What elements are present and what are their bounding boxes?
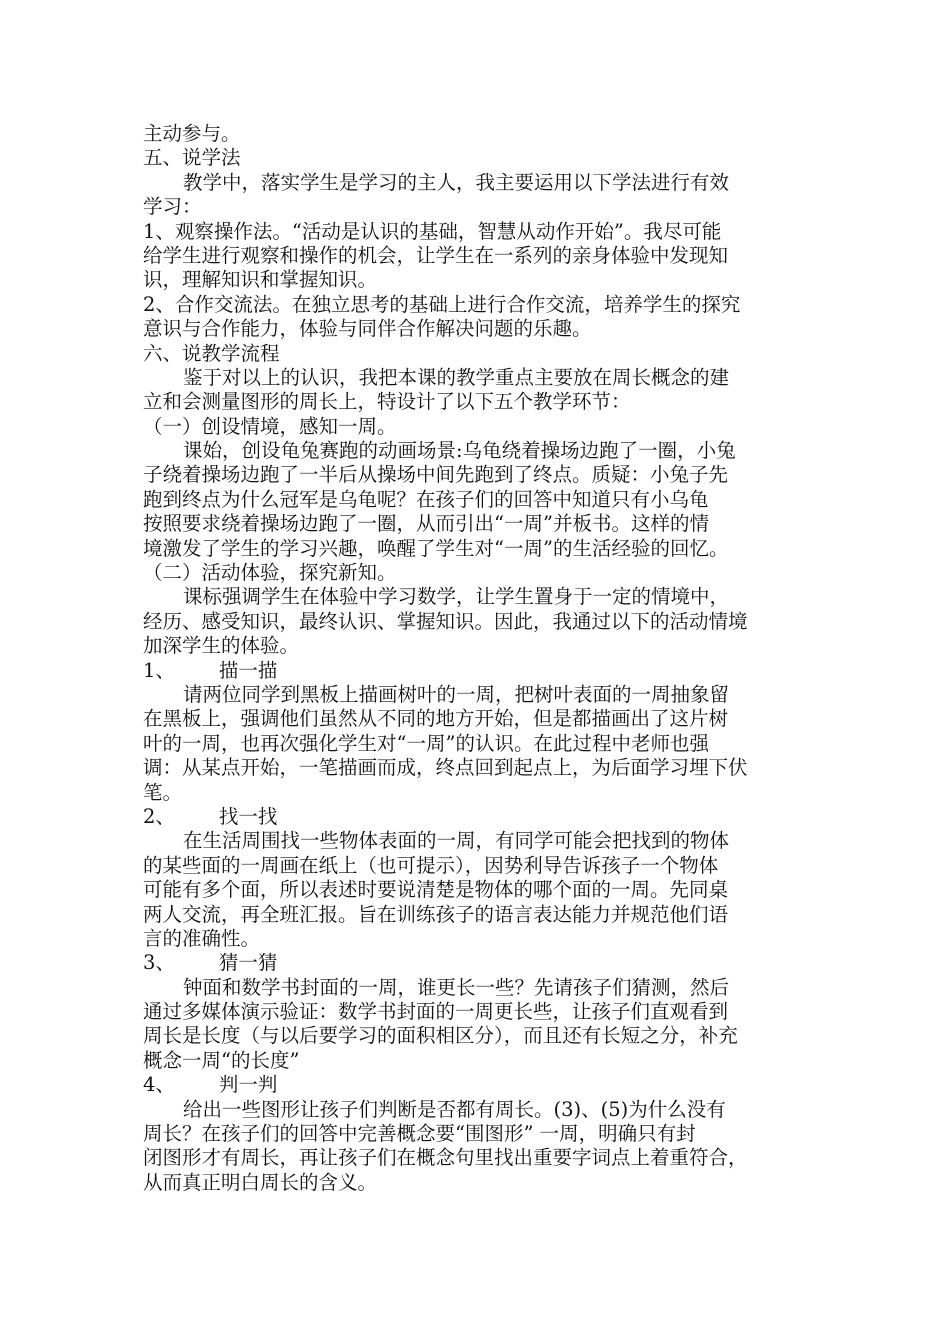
text-line: 子绕着操场边跑了一半后从操场中间先跑到了终点。质疑：小兔子先 bbox=[143, 463, 729, 487]
text-line: 给学生进行观察和操作的机会，让学生在一系列的亲身体验中发现知 bbox=[143, 243, 729, 267]
text-line: 按照要求绕着操场边跑了一圈，从而引出“一周”并板书。这样的情 bbox=[143, 512, 709, 536]
text-line: 在生活周围找一些物体表面的一周，有同学可能会把找到的物体 bbox=[183, 829, 730, 853]
text-line: 教学中，落实学生是学习的主人，我主要运用以下学法进行有效 bbox=[183, 170, 730, 194]
text-line: 言的准确性。 bbox=[143, 926, 261, 950]
text-line: 加深学生的体验。 bbox=[143, 634, 300, 658]
text-line: 经历、感受知识，最终认识、掌握知识。因此，我通过以下的活动情境 bbox=[143, 609, 748, 633]
list-number: 2、 bbox=[143, 804, 175, 828]
list-title: 找一找 bbox=[218, 804, 278, 828]
text-line: 笔。 bbox=[143, 780, 183, 804]
list-title: 猜一猜 bbox=[218, 951, 278, 975]
text-line: 钟面和数学书封面的一周，谁更长一些？先请孩子们猜测，然后 bbox=[183, 975, 730, 999]
text-line: 鉴于对以上的认识，我把本课的教学重点主要放在周长概念的建 bbox=[183, 365, 730, 389]
text-line: （二）活动体验，探究新知。 bbox=[143, 561, 397, 585]
text-line: 课标强调学生在体验中学习数学，让学生置身于一定的情境中， bbox=[183, 585, 730, 609]
text-line: 概念一周“的长度” bbox=[143, 1048, 300, 1072]
body-text bbox=[143, 122, 812, 1195]
text-line: 1、观察操作法。“活动是认识的基础，智慧从动作开始”。我尽可能 bbox=[143, 219, 722, 243]
text-line: 课始，创设龟兔赛跑的动画场景:乌龟绕着操场边跑了一圈，小兔 bbox=[183, 439, 736, 463]
text-line: 识，理解知识和掌握知识。 bbox=[143, 268, 378, 292]
text-line: 通过多媒体演示验证：数学书封面的一周更长些，让孩子们直观看到 bbox=[143, 1000, 729, 1024]
text-line: 意识与合作能力，体验与同伴合作解决问题的乐趣。 bbox=[143, 317, 592, 341]
text-line: 从而真正明白周长的含义。 bbox=[143, 1170, 378, 1194]
list-heading bbox=[143, 805, 812, 829]
text-line: 六、说教学流程 bbox=[143, 341, 280, 365]
text-line: 请两位同学到黑板上描画树叶的一周，把树叶表面的一周抽象留 bbox=[183, 682, 730, 706]
list-number: 3、 bbox=[143, 951, 175, 975]
text-line: 在黑板上，强调他们虽然从不同的地方开始，但是都描画出了这片树 bbox=[143, 707, 729, 731]
text-line: 学习： bbox=[143, 195, 202, 219]
list-number: 1、 bbox=[143, 658, 175, 682]
text-line: 跑到终点为什么冠军是乌龟呢？在孩子们的回答中知道只有小乌龟 bbox=[143, 487, 709, 511]
list-title: 判一判 bbox=[218, 1073, 278, 1097]
text-line: 闭图形才有周长，再让孩子们在概念句里找出重要字词点上着重符合， bbox=[143, 1146, 748, 1170]
list-number: 4、 bbox=[143, 1073, 175, 1097]
text-line: 两人交流，再全班汇报。旨在训练孩子的语言表达能力并规范他们语 bbox=[143, 902, 729, 926]
text-line: 立和会测量图形的周长上，特设计了以下五个教学环节： bbox=[143, 390, 631, 414]
text-line: （一）创设情境，感知一周。 bbox=[143, 414, 397, 438]
list-heading bbox=[143, 1073, 812, 1097]
list-heading bbox=[143, 951, 812, 975]
list-heading bbox=[143, 659, 812, 683]
text-line: 五、说学法 bbox=[143, 146, 241, 170]
text-line: 周长是长度（与以后要学习的面积相区分），而且还有长短之分，补充 bbox=[143, 1024, 738, 1048]
text-line: 给出一些图形让孩子们判断是否都有周长。(3)、(5)为什么没有 bbox=[183, 1097, 726, 1121]
text-line: 主动参与。 bbox=[143, 122, 241, 145]
text-line: 可能有多个面，所以表述时要说清楚是物体的哪个面的一周。先同桌 bbox=[143, 878, 729, 902]
text-line: 2、合作交流法。在独立思考的基础上进行合作交流，培养学生的探究 bbox=[143, 292, 741, 316]
text-line: 周长？在孩子们的回答中完善概念要“围图形” 一周，明确只有封 bbox=[143, 1122, 696, 1146]
text-line: 的某些面的一周画在纸上（也可提示），因势利导告诉孩子一个物体 bbox=[143, 853, 719, 877]
list-title: 描一描 bbox=[218, 658, 278, 682]
text-line: 调：从某点开始，一笔描画而成，终点回到起点上，为后面学习埋下伏 bbox=[143, 756, 748, 780]
text-line: 境激发了学生的学习兴趣，唤醒了学生对“一周”的生活经验的回忆。 bbox=[143, 536, 729, 560]
text-line: 叶的一周，也再次强化学生对“一周”的认识。在此过程中老师也强 bbox=[143, 731, 709, 755]
